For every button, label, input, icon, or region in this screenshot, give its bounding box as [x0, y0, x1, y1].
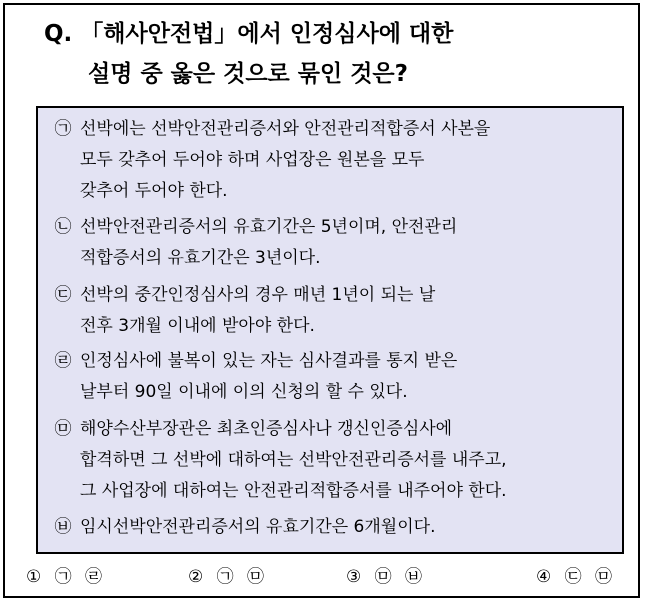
statement-item: [52, 280, 435, 342]
item-marker: ㉡: [54, 217, 72, 237]
item-text-line: 날부터 90일 이내에 이의 신청의 할 수 있다.: [80, 382, 408, 402]
item-text-line: 선박안전관리증서의 유효기간은 5년이며, 안전관리: [80, 217, 458, 237]
answer-option-4[interactable]: ④ ㉢ ㉤: [536, 567, 617, 587]
item-text-line: 적합증서의 유효기간은 3년이다.: [80, 248, 321, 268]
item-marker: ㉢: [54, 285, 72, 305]
item-text-line: 모두 갖추어 두어야 하며 사업장은 원본을 모두: [80, 150, 425, 170]
item-marker: ㉠: [54, 119, 72, 139]
item-marker: ㉣: [54, 351, 72, 371]
statement-box: [36, 106, 624, 554]
answer-option-3[interactable]: ③ ㉤ ㉥: [346, 567, 427, 587]
item-text-line: 임시선박안전관리증서의 유효기간은 6개월이다.: [80, 517, 436, 537]
item-text-line: 선박의 중간인정심사의 경우 매년 1년이 되는 날: [80, 285, 436, 305]
answer-options: [26, 562, 626, 588]
item-text-line: 그 사업장에 대하여는 안전관리적합증서를 내주어야 한다.: [80, 481, 507, 501]
item-text-line: 갖추어 두어야 한다.: [80, 181, 228, 201]
question-line-2: 설명 중 옳은 것으로 묶인 것은?: [88, 61, 408, 87]
item-text-line: 해양수산부장관은 최초인증심사나 갱신인증심사에: [80, 419, 453, 439]
statement-item: [52, 212, 457, 274]
item-marker: ㉤: [54, 419, 72, 439]
statement-item: [52, 414, 507, 507]
question-line-1: Q. 「해사안전법」에서 인정심사에 대한: [44, 21, 454, 47]
item-text-line: 선박에는 선박안전관리증서와 안전관리적합증서 사본을: [80, 119, 491, 139]
item-text-line: 합격하면 그 선박에 대하여는 선박안전관리증서를 내주고,: [80, 450, 507, 470]
item-text-line: 전후 3개월 이내에 받아야 한다.: [80, 316, 315, 336]
item-text-line: 인정심사에 불복이 있는 자는 심사결과를 통지 받은: [80, 351, 458, 371]
answer-option-1[interactable]: ① ㉠ ㉣: [26, 567, 107, 587]
statement-item: [52, 346, 457, 408]
question-title: [44, 14, 624, 94]
item-marker: ㉥: [54, 517, 72, 537]
answer-option-2[interactable]: ② ㉠ ㉤: [188, 567, 269, 587]
statement-item: [52, 512, 435, 543]
statement-item: [52, 114, 490, 207]
